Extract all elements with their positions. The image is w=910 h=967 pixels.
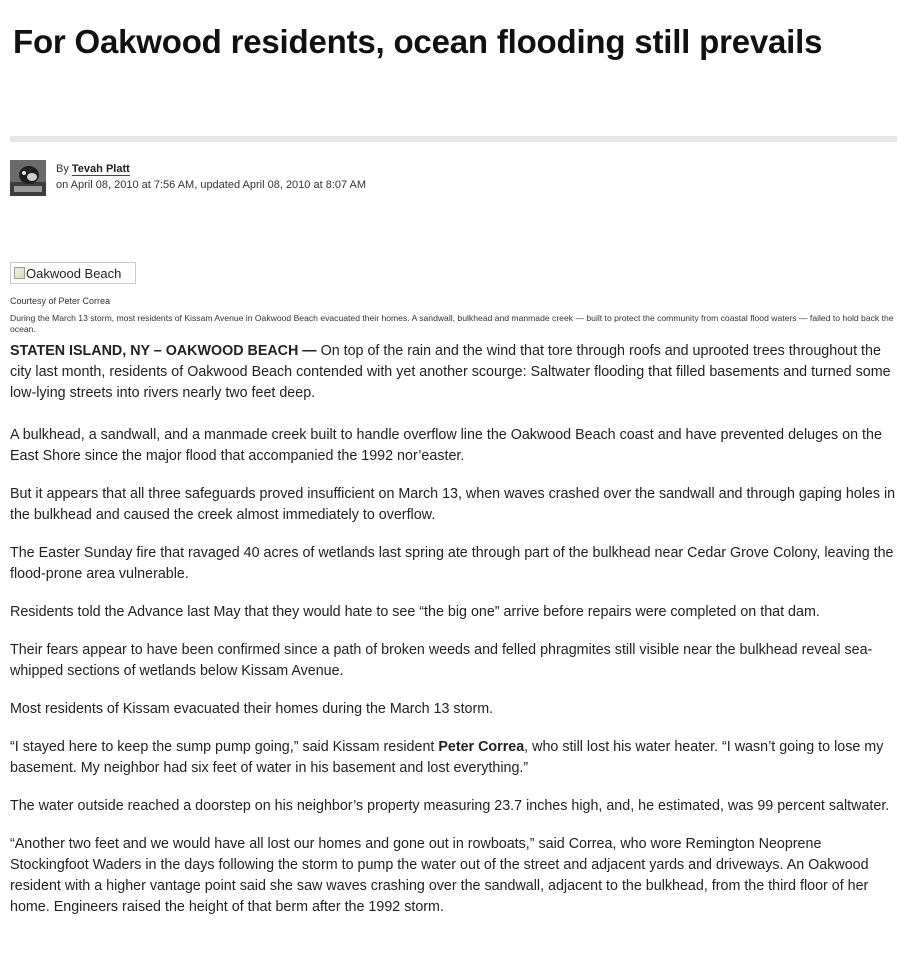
image-credit: Courtesy of Peter Correa <box>10 296 111 306</box>
divider <box>10 136 897 142</box>
image-alt-text: Oakwood Beach <box>26 265 122 281</box>
byline <box>56 161 366 193</box>
byline-prefix: By <box>56 163 72 175</box>
quote-text: “I stayed here to keep the sump pump going,” said Kissam resident <box>10 739 439 755</box>
paragraph: “Another two feet and we would have all lost our homes and gone out in rowboats,” said Correa, who wore Remington Neoprene Stockingfoot Waders in the days following the storm to pump the water out of the street and adjacent yards and driveways. An Oakwood resident with a higher vantage point said she saw waves crashing over the sandwall, adjacent to the bulkhead, from the third floor of her home. Engineers raised the height of that berm after the 1992 storm. <box>10 836 869 915</box>
quote-text: , who still lost his water heater. “I wasn’t going to lose my basement. My neighbor had six feet of water in his basement and lost everything.” <box>10 739 884 776</box>
author-avatar[interactable] <box>10 160 46 196</box>
paragraph: The water outside reached a doorstep on his neighbor’s property measuring 23.7 inches high, and, he estimated, was 99 percent saltwater. <box>10 798 890 814</box>
dateline: STATEN ISLAND, NY – OAKWOOD BEACH — <box>10 343 317 359</box>
author-photo-icon <box>10 160 46 196</box>
paragraph: Most residents of Kissam evacuated their homes during the March 13 storm. <box>10 701 494 717</box>
article-image[interactable] <box>10 262 136 284</box>
broken-image-icon <box>14 267 25 279</box>
paragraph: Their fears appear to have been confirmed since a path of broken weeds and felled phragmites still visible near the bulkhead reveal sea-whipped sections of wetlands below Kissam Avenue. <box>10 642 873 679</box>
paragraph <box>10 341 903 404</box>
paragraph: A bulkhead, a sandwall, and a manmade creek built to handle overflow line the Oakwood Beach coast and have prevented deluges on the East Shore since the major flood that accompanied the 1992 nor’easter. <box>10 427 882 464</box>
paragraph: The Easter Sunday fire that ravaged 40 acres of wetlands last spring ate through part of the bulkhead near Cedar Grove Colony, leaving the flood-prone area vulnerable. <box>10 545 894 582</box>
article-body <box>10 341 903 935</box>
author-link[interactable]: Tevah Platt <box>71 163 130 175</box>
paragraph: But it appears that all three safeguards proved insufficient on March 13, when waves crashed over the sandwall and through gaping holes in the bulkhead and caused the creek almost immediately to overflow. <box>10 486 896 523</box>
person-name: Peter Correa <box>438 739 525 755</box>
paragraph: Residents told the Advance last May that they would hate to see “the big one” arrive before repairs were completed on that dam. <box>10 604 820 620</box>
paragraph-text: On top of the rain and the wind that tore through roofs and uprooted trees throughout the city last month, residents of Oakwood Beach contended with yet another scourge: Saltwater flooding that filled basements and turned some low-lying streets into rivers nearly two feet deep. <box>10 343 891 401</box>
image-caption: During the March 13 storm, most residents of Kissam Avenue in Oakwood Beach evacuated their homes. A sandwall, bulkhead and manmade creek — built to protect the community from coastal flood waters — failed to hold back the ocean. <box>10 313 894 334</box>
paragraph <box>10 737 903 779</box>
publish-timestamp: on April 08, 2010 at 7:56 AM, updated April 08, 2010 at 8:07 AM <box>56 179 367 191</box>
page-title: For Oakwood residents, ocean flooding still prevails <box>13 23 823 60</box>
